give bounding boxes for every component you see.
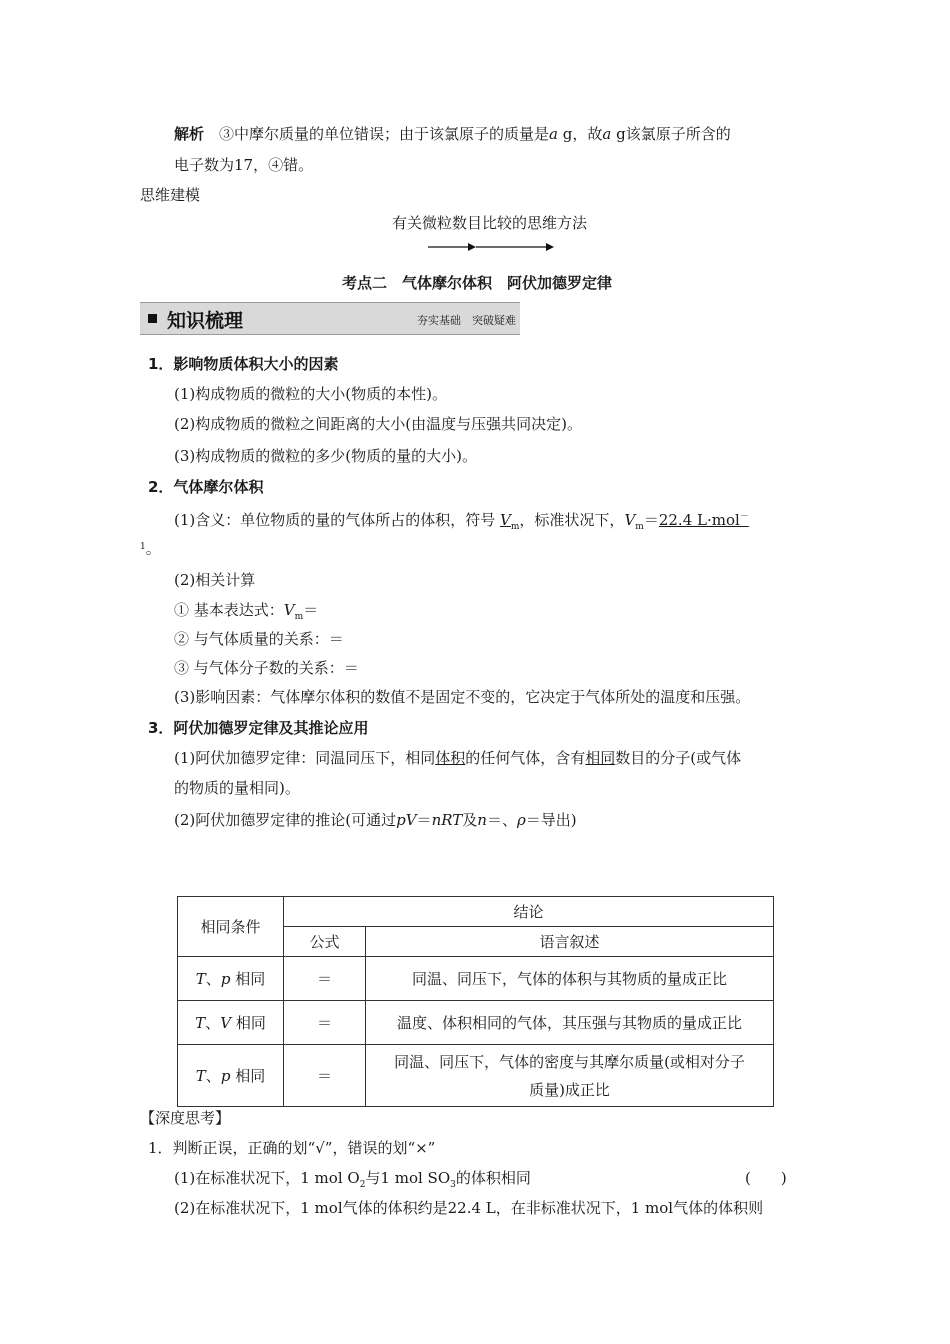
- p1-item-2: (2)构成物质的微粒之间距离的大小(由温度与压强共同决定)。: [174, 415, 582, 433]
- heading-2: 2．气体摩尔体积: [148, 478, 264, 496]
- cell-formula: ＝: [284, 957, 366, 1001]
- cell-text: 同温、同压下，气体的密度与其摩尔质量(或相对分子 质量)成正比: [366, 1045, 774, 1107]
- deep-statement-1: (1)在标准状况下，1 mol $O_2$与1 mol $SO_3$的体积相同: [174, 1169, 531, 1190]
- square-bullet-icon: [148, 314, 157, 323]
- cell-text: 同温、同压下，气体的体积与其物质的量成正比: [366, 957, 774, 1001]
- vm-value: 22.4 L·mol－: [658, 511, 749, 529]
- banner-subtitle: 夯实基础 突破疑难: [417, 314, 516, 327]
- heading-3: 3．阿伏加德罗定律及其推论应用: [148, 719, 369, 737]
- analysis-label: 解析: [174, 125, 205, 143]
- p1-item-1: (1)构成物质的微粒的大小(物质的本性)。: [174, 385, 447, 403]
- p1-item-3: (3)构成物质的微粒的多少(物质的量的大小)。: [174, 447, 477, 465]
- knowledge-banner: [140, 302, 520, 335]
- th-formula: 公式: [284, 927, 366, 957]
- section-title: 考点二 气体摩尔体积 阿伏加德罗定律: [342, 274, 613, 292]
- deep-statement-2: (2)在标准状况下，1 mol气体的体积约是22.4 L，在非标准状况下，1 mol气体的体积则: [174, 1199, 764, 1217]
- p2-calc: (2)相关计算: [174, 571, 256, 589]
- cell-formula: ＝: [284, 1001, 366, 1045]
- p2-calc-1: ① 基本表达式：$V_m=$: [174, 601, 319, 622]
- analysis-line-2: 电子数为17，④错。: [174, 156, 314, 174]
- table-row: [178, 957, 774, 1001]
- modeling-label: 思维建模: [140, 186, 201, 204]
- p3-law: (1)阿伏加德罗定律：同温同压下，相同体积的任何气体，含有相同数目的分子(或气体: [174, 749, 742, 767]
- inference-table: [177, 896, 774, 1107]
- th-language: 语言叙述: [366, 927, 774, 957]
- p2-factor: (3)影响因素：气体摩尔体积的数值不是固定不变的，它决定于气体所处的温度和压强。: [174, 688, 751, 706]
- p2-calc-3: ③ 与气体分子数的关系：＝: [174, 659, 359, 677]
- deep-label: 【深度思考】: [140, 1109, 231, 1127]
- cell-formula: ＝: [284, 1045, 366, 1107]
- cell-text: 温度、体积相同的气体，其压强与其物质的量成正比: [366, 1001, 774, 1045]
- p2-definition-end: $^1$。: [140, 539, 161, 558]
- deep-question-1: 1．判断正误，正确的划“√”，错误的划“×”: [148, 1139, 436, 1157]
- flow-arrows-icon: [428, 240, 558, 254]
- table-row: [178, 1001, 774, 1045]
- vm-symbol: $V_m$: [500, 511, 520, 532]
- p2-definition: (1)含义：单位物质的量的气体所占的体积，符号 $V_m$，标准状况下，$V_m=22.4$ L·mol－: [174, 511, 749, 532]
- modeling-title: 有关微粒数目比较的思维方法: [392, 214, 588, 232]
- p2-calc-2: ② 与气体质量的关系：＝: [174, 630, 344, 648]
- answer-blank[interactable]: ( ): [745, 1169, 787, 1187]
- banner-title: 知识梳理: [167, 310, 244, 332]
- table-row: [178, 1045, 774, 1107]
- p3-inference: (2)阿伏加德罗定律的推论(可通过pV＝nRT及n＝、ρ＝导出): [174, 811, 577, 829]
- cell-condition: T、p 相同: [178, 1045, 284, 1107]
- cell-condition: T、V 相同: [178, 1001, 284, 1045]
- heading-1: 1．影响物质体积大小的因素: [148, 355, 339, 373]
- th-condition: 相同条件: [178, 897, 284, 957]
- analysis-line-1: 解析 ③中摩尔质量的单位错误；由于该氯原子的质量是a g，故a g该氯原子所含的: [174, 125, 731, 143]
- cell-condition: T、p 相同: [178, 957, 284, 1001]
- p3-law-line-2: 的物质的量相同)。: [174, 779, 300, 797]
- th-conclusion: 结论: [284, 897, 774, 927]
